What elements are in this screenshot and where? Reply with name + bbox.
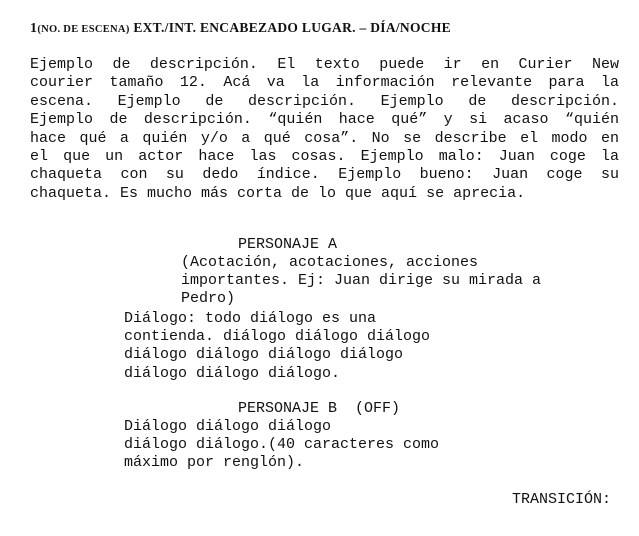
dialogue-a bbox=[124, 310, 430, 383]
action-line: Ejemplo de descripción. “quién hace qué” y si acaso “quién bbox=[30, 111, 619, 129]
transition: TRANSICIÓN: bbox=[512, 491, 612, 508]
action-description bbox=[30, 56, 619, 203]
dialogue-line: diálogo diálogo diálogo diálogo bbox=[124, 346, 404, 364]
scene-heading bbox=[30, 20, 451, 37]
parenthetical-line: (Acotación, acotaciones, acciones bbox=[181, 254, 479, 271]
dialogue-line: Diálogo diálogo diálogo bbox=[124, 418, 332, 435]
action-line: chaqueta. Es mucho más corta de lo que aquí se aprecia. bbox=[30, 184, 526, 202]
character-name-b: PERSONAJE B (OFF) bbox=[238, 400, 401, 417]
dialogue-line: contienda. diálogo diálogo diálogo bbox=[124, 328, 431, 346]
scene-number: 1 bbox=[30, 21, 38, 36]
action-line: chaqueta con su dedo índice. Ejemplo bueno: Juan coge su bbox=[30, 166, 619, 184]
dialogue-line: diálogo diálogo diálogo. bbox=[124, 364, 341, 382]
character-name-a: PERSONAJE A bbox=[238, 236, 338, 253]
action-line: hace qué a quién y/o a qué cosa”. No se describe el modo en bbox=[30, 129, 619, 147]
dialogue-line: diálogo diálogo.(40 caracteres como bbox=[124, 436, 440, 454]
action-line: courier tamaño 12. Acá va la información relevante para la bbox=[30, 74, 619, 92]
dialogue-line: máximo por renglón). bbox=[124, 454, 305, 472]
action-line: escena. Ejemplo de descripción. Ejemplo de descripción. bbox=[30, 92, 619, 110]
parenthetical-line: importantes. Ej: Juan dirige su mirada a bbox=[181, 272, 542, 289]
action-line: Ejemplo de descripción. El texto puede ir en Curier New bbox=[30, 56, 619, 73]
slugline: EXT./INT. ENCABEZADO LUGAR. – DÍA/NOCHE bbox=[133, 20, 451, 35]
dialogue-line: Diálogo: todo diálogo es una bbox=[124, 310, 377, 327]
action-line: el que un actor hace las cosas. Ejemplo malo: Juan coge la bbox=[30, 147, 619, 165]
dialogue-b bbox=[124, 418, 439, 473]
parenthetical bbox=[181, 254, 541, 308]
parenthetical-line: Pedro) bbox=[181, 290, 236, 307]
scene-number-tag: (NO. DE ESCENA) bbox=[37, 24, 130, 35]
